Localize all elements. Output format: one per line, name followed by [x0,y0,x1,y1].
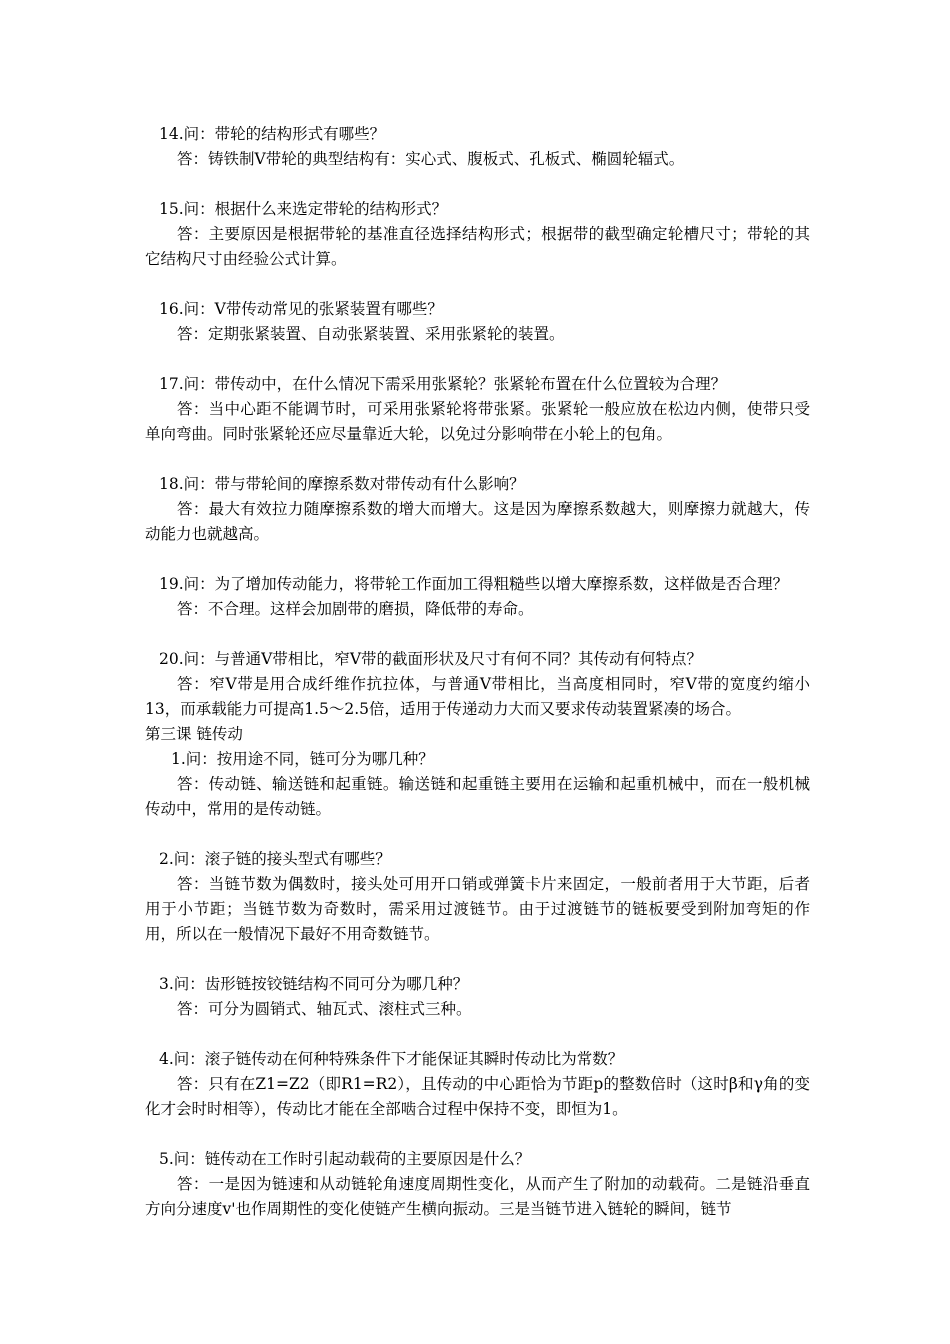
answer-15: 答：主要原因是根据带轮的基准直径选择结构形式；根据带的截型确定轮槽尺寸；带轮的其它结构尺寸由经验公式计算。 [145,225,810,268]
chain-answer-1: 答：传动链、输送链和起重链。输送链和起重链主要用在运输和起重机械中，而在一般机械传动中，常用的是传动链。 [145,775,810,818]
answer-20: 答：窄V带是用合成纤维作抗拉体，与普通V带相比，当高度相同时，窄V带的宽度约缩小13，而承载能力可提高1.5～2.5倍，适用于传递动力大而又要求传动装置紧凑的场合。 [145,675,810,718]
chain-answer-4: 答：只有在Z1=Z2（即R1=R2），且传动的中心距恰为节距p的整数倍时（这时β和γ角的变化才会时时相等），传动比才能在全部啮合过程中保持不变，即恒为1。 [145,1075,810,1118]
qa-item-18 [145,472,810,547]
chain-qa-item-4 [145,1047,810,1122]
question-15: 15.问：根据什么来选定带轮的结构形式？ [159,200,448,218]
answer-19: 答：不合理。这样会加剧带的磨损，降低带的寿命。 [177,600,534,618]
chain-qa-item-5 [145,1147,810,1222]
chain-answer-3: 答：可分为圆销式、轴瓦式、滚柱式三种。 [177,1000,472,1018]
chain-qa-item-1 [145,747,810,822]
chain-qa-item-3 [145,972,810,1022]
answer-14: 答：铸铁制V带轮的典型结构有：实心式、腹板式、孔板式、椭圆轮辐式。 [177,150,685,168]
question-17: 17.问：带传动中，在什么情况下需采用张紧轮？张紧轮布置在什么位置较为合理？ [159,375,727,393]
section-heading: 第三课 链传动 [145,725,243,743]
chain-question-4: 4.问：滚子链传动在何种特殊条件下才能保证其瞬时传动比为常数？ [159,1050,624,1068]
chain-question-1: 1.问：按用途不同，链可分为哪几种？ [171,750,434,768]
chain-answer-5: 答：一是因为链速和从动链轮角速度周期性变化，从而产生了附加的动载荷。二是链沿垂直方向分速度v'也作周期性的变化使链产生横向振动。三是当链节进入链轮的瞬间，链节 [145,1175,810,1218]
chain-question-5: 5.问：链传动在工作时引起动载荷的主要原因是什么？ [159,1150,531,1168]
answer-17: 答：当中心距不能调节时，可采用张紧轮将带张紧。张紧轮一般应放在松边内侧，使带只受单向弯曲。同时张紧轮还应尽量靠近大轮，以免过分影响带在小轮上的包角。 [145,400,810,443]
chain-question-2: 2.问：滚子链的接头型式有哪些？ [159,850,391,868]
question-18: 18.问：带与带轮间的摩擦系数对带传动有什么影响？ [159,475,525,493]
question-14: 14.问：带轮的结构形式有哪些？ [159,125,386,143]
chain-qa-item-2 [145,847,810,947]
chain-question-3: 3.问：齿形链按铰链结构不同可分为哪几种？ [159,975,469,993]
answer-16: 答：定期张紧装置、自动张紧装置、采用张紧轮的装置。 [177,325,565,343]
qa-item-17 [145,372,810,447]
qa-item-15 [145,197,810,272]
document-page [145,122,810,1222]
qa-item-16 [145,297,810,347]
question-20: 20.问：与普通V带相比，窄V带的截面形状及尺寸有何不同？其传动有何特点？ [159,650,703,668]
qa-item-20 [145,647,810,722]
answer-18: 答：最大有效拉力随摩擦系数的增大而增大。这是因为摩擦系数越大，则摩擦力就越大，传动能力也就越高。 [145,500,810,543]
chain-answer-2: 答：当链节数为偶数时，接头处可用开口销或弹簧卡片来固定，一般前者用于大节距，后者用于小节距；当链节数为奇数时，需采用过渡链节。由于过渡链节的链板要受到附加弯矩的作用，所以在一般情况下最好不用奇数链节。 [145,875,810,943]
qa-item-14 [145,122,810,172]
question-16: 16.问：V带传动常见的张紧装置有哪些？ [159,300,443,318]
question-19: 19.问：为了增加传动能力，将带轮工作面加工得粗糙些以增大摩擦系数，这样做是否合理？ [159,575,789,593]
qa-item-19 [145,572,810,622]
